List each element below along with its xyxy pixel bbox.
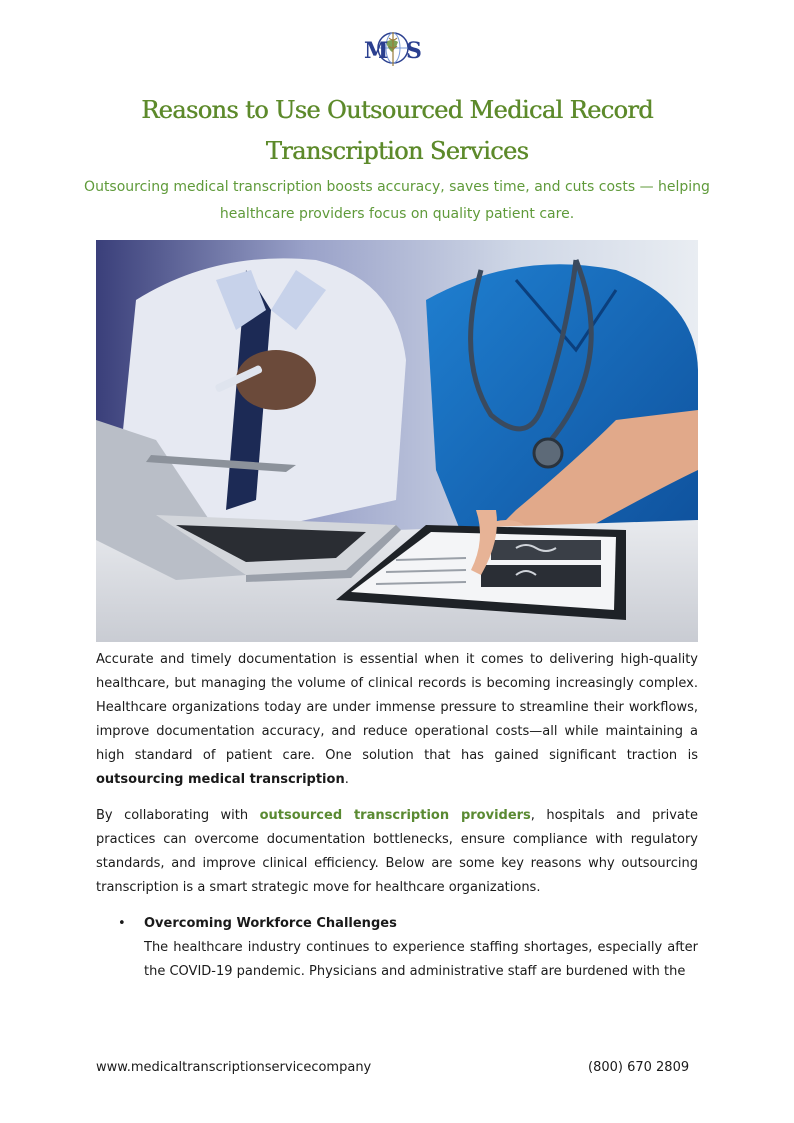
bullet-text: The healthcare industry continues to experience staffing shortages, especially after the COVID-19 pandemic. Physicians and administrative staff are burdened with the: [144, 940, 698, 979]
footer-phone[interactable]: (800) 670 2809: [588, 1060, 690, 1075]
footer-website[interactable]: www.medicaltranscriptionservicecompany: [96, 1060, 372, 1075]
collaboration-paragraph: [96, 804, 698, 900]
logo-letter-m: M: [364, 38, 389, 64]
company-logo: [362, 28, 424, 74]
intro-end: .: [344, 772, 349, 787]
transcription-providers-link[interactable]: outsourced transcription providers: [259, 808, 531, 823]
medical-staff-photo-icon: [96, 240, 698, 642]
page-title: Reasons to Use Outsourced Medical Record Transcription Services: [141, 96, 653, 165]
collab-start: By collaborating with: [96, 808, 260, 823]
collab-rest: , hospitals and private practices can overcome documentation bottlenecks, ensure compliance with regulatory standards, and improve clinical efficiency. Below are some key reasons why outsourcing transcription is a smart strategic move for healthcare organizations.: [96, 808, 698, 895]
intro-bold-phrase: outsourcing medical transcription: [96, 772, 345, 787]
logo-icon: [362, 28, 424, 74]
page-subtitle: Outsourcing medical transcription boosts accuracy, saves time, and cuts costs — helping healthcare providers focus on quality patient care.: [84, 179, 710, 222]
bullet-marker: •: [118, 916, 126, 931]
bullet-heading: Overcoming Workforce Challenges: [144, 916, 397, 931]
intro-paragraph: [96, 648, 698, 792]
hero-image: [96, 240, 698, 642]
logo-letter-s: S: [406, 38, 422, 64]
intro-text: Accurate and timely documentation is essential when it comes to delivering high-quality healthcare, but managing the volume of clinical records is becoming increasingly complex. Healthcare organizations today are under immense pressure to streamline their workflows, improve documentation accuracy, and reduce operational costs—all while maintaining a high standard of patient care. One solution that has gained significant traction is: [96, 652, 698, 763]
